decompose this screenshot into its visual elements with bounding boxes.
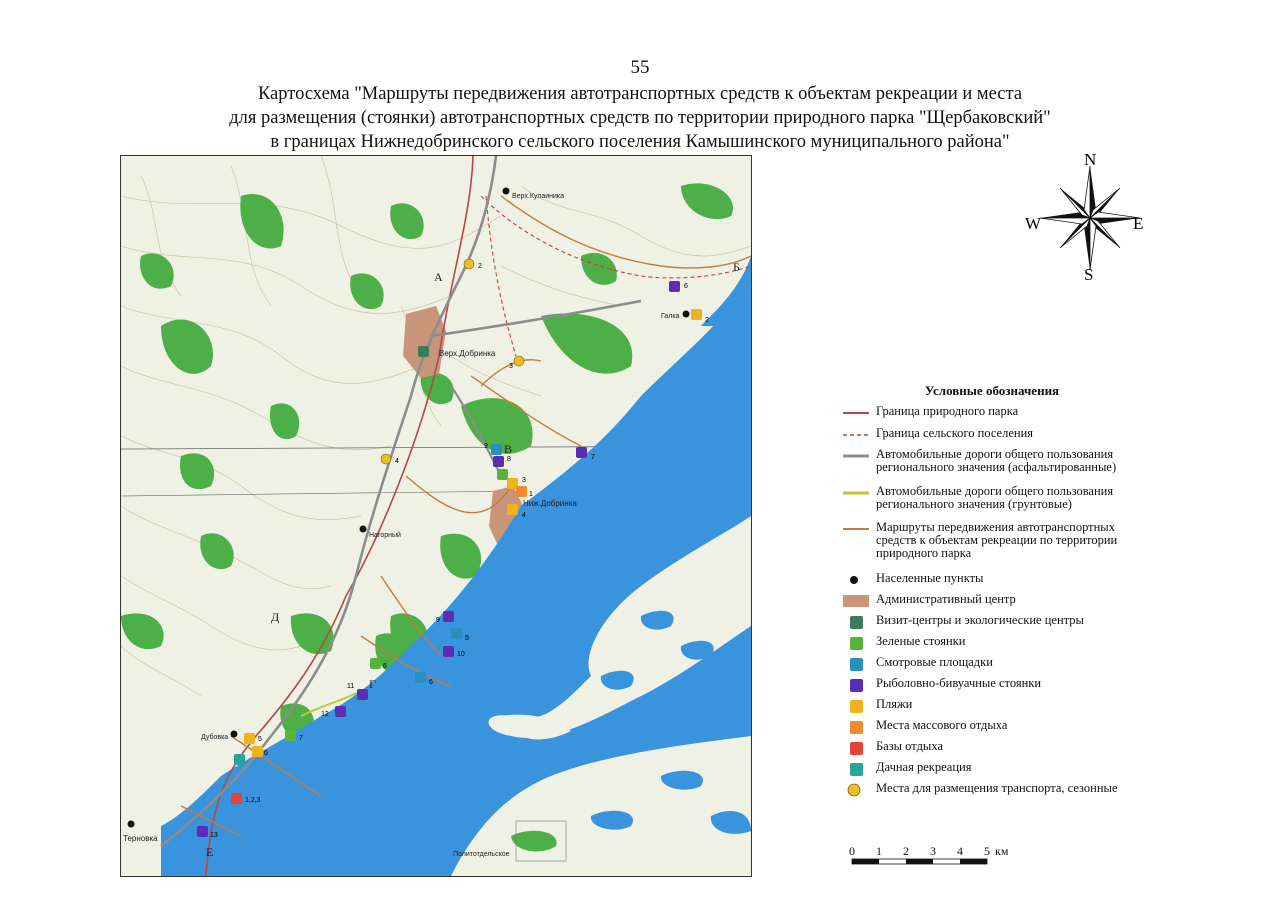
dacha-icon[interactable] bbox=[234, 754, 245, 765]
marker-number: 2 bbox=[478, 263, 482, 270]
legend-item-beach: Пляжи bbox=[842, 698, 1142, 714]
legend-item-admin-center: Административный центр bbox=[842, 593, 1142, 609]
viewpoint-icon bbox=[850, 658, 863, 671]
green-parking-icon[interactable] bbox=[497, 469, 508, 480]
legend-item-recreation-base: Базы отдыха bbox=[842, 740, 1142, 756]
marker-number: 3 bbox=[509, 363, 513, 370]
title-line-1: Картосхема "Маршруты передвижения автотранспортных средств к объектам рекреации и места bbox=[257, 84, 1023, 104]
marker-number: 7 bbox=[591, 454, 595, 461]
compass-e: E bbox=[1133, 214, 1144, 233]
compass-s: S bbox=[1084, 265, 1094, 284]
visit-center-icon bbox=[850, 616, 863, 629]
marker-number: 4 bbox=[395, 458, 399, 465]
section-letter: Б bbox=[733, 260, 740, 274]
legend-item-fishing-camp: Рыболовно-бивуачные стоянки bbox=[842, 677, 1142, 693]
marker-number: 1,2,3 bbox=[245, 797, 261, 804]
legend-item-mass-recreation: Места массового отдыха bbox=[842, 719, 1142, 735]
marker-number: 3 bbox=[522, 477, 526, 484]
dacha-icon bbox=[850, 763, 863, 776]
marker-number: 6 bbox=[383, 663, 387, 670]
settlement-label: Дубовка bbox=[201, 734, 229, 741]
green-parking-icon bbox=[850, 637, 863, 650]
marker-number: 5 bbox=[258, 736, 262, 743]
scale-tick-label: 0 bbox=[849, 844, 855, 858]
scale-tick-label: 4 bbox=[957, 844, 963, 858]
marker-number: 8 bbox=[507, 456, 511, 463]
mass-recreation-icon bbox=[850, 721, 863, 734]
legend-item-green-parking: Зеленые стоянки bbox=[842, 635, 1142, 651]
marker-number: 7 bbox=[299, 735, 303, 742]
compass-n: N bbox=[1084, 152, 1097, 169]
marker-number: 11 bbox=[347, 683, 355, 690]
scale-bar bbox=[848, 843, 1018, 873]
scale-unit: км bbox=[995, 844, 1009, 858]
scale-tick-label: 2 bbox=[903, 844, 909, 858]
settlement-label: Верх.Добринка bbox=[439, 349, 496, 358]
marker-number: 12 bbox=[321, 711, 329, 718]
title-line-2: для размещения (стоянки) автотранспортных средств по территории природного парка "Щербаковский" bbox=[229, 108, 1051, 128]
legend-item-park-boundary: Граница природного парка bbox=[876, 404, 1019, 418]
marker-number: 9 bbox=[484, 443, 488, 450]
settlement-label: Терновка bbox=[123, 834, 158, 843]
beach-icon bbox=[850, 700, 863, 713]
settlement-label: Галка bbox=[661, 313, 680, 320]
marker-number: 4 bbox=[522, 512, 526, 519]
scale-tick-label: 1 bbox=[876, 844, 882, 858]
page-number: 55 bbox=[630, 57, 650, 78]
legend-item-road-dirt: Автомобильные дороги общего пользования регионального значения (грунтовые) bbox=[876, 484, 1114, 511]
scale-tick-label: 5 bbox=[984, 844, 990, 858]
marker-number: 5 bbox=[465, 635, 469, 642]
scale-tick-label: 3 bbox=[930, 844, 936, 858]
map-canvas[interactable] bbox=[120, 155, 752, 877]
map-svg bbox=[121, 156, 751, 876]
visit-center-icon[interactable] bbox=[418, 346, 429, 357]
settlement-label: Верх.Кулаиника bbox=[512, 193, 565, 200]
settlement-label: Нагорный bbox=[369, 532, 401, 539]
marker-number: 6 bbox=[429, 679, 433, 686]
compass-rose bbox=[1020, 152, 1148, 284]
marker-number: 13 bbox=[210, 832, 218, 839]
marker-number: 10 bbox=[457, 651, 465, 658]
fishing-camp-icon bbox=[850, 679, 863, 692]
marker-number: 1 bbox=[529, 491, 533, 498]
legend-item-viewpoint: Смотровые площадки bbox=[842, 656, 1142, 672]
legend-item-dacha: Дачная рекреация bbox=[842, 761, 1142, 777]
marker-number: 6 bbox=[684, 283, 688, 290]
section-letter: Д bbox=[271, 610, 280, 624]
scale-bar-graphic bbox=[848, 843, 1018, 873]
map-title bbox=[100, 82, 1180, 154]
compass-icon bbox=[1020, 152, 1148, 284]
marker-number: 9 bbox=[436, 617, 440, 624]
legend-item-visit-center: Визит-центры и экологические центры bbox=[842, 614, 1142, 630]
compass-w: W bbox=[1025, 214, 1042, 233]
legend-item-settlements: Населенные пункты bbox=[842, 572, 1142, 588]
marker-number: 2 bbox=[705, 317, 709, 324]
section-letter: Е bbox=[206, 845, 214, 859]
title-line-3: в границах Нижнедобринского сельского поселения Камышинского муниципального района" bbox=[270, 132, 1010, 152]
legend-item-route: Маршруты передвижения автотранспортных средств к объектам рекреации по территории природного парка bbox=[876, 520, 1118, 560]
section-letter: Г bbox=[369, 677, 376, 691]
settlement-label: Политотдельское bbox=[453, 851, 510, 858]
section-letter: А bbox=[434, 270, 443, 284]
marker-number: 6 bbox=[264, 750, 268, 757]
legend-item-seasonal-parking: Места для размещения транспорта, сезонные bbox=[842, 782, 1142, 798]
recreation-base-icon bbox=[850, 742, 863, 755]
legend-title: Условные обозначения bbox=[924, 383, 1060, 398]
legend-item-settlement-boundary: Граница сельского поселения bbox=[876, 426, 1034, 440]
settlement-label: Ниж.Добринка bbox=[523, 499, 577, 508]
legend-item-road-asphalt: Автомобильные дороги общего пользования регионального значения (асфальтированные) bbox=[876, 447, 1117, 474]
legend bbox=[842, 383, 1142, 795]
section-letter: В bbox=[504, 442, 513, 456]
